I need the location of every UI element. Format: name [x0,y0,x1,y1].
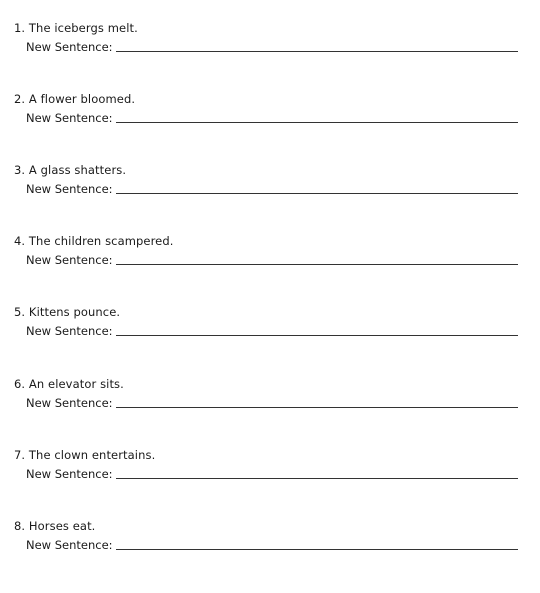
answer-blank-line[interactable] [116,51,518,52]
answer-row [26,182,518,196]
answer-label: New Sentence: [26,253,113,267]
answer-label: New Sentence: [26,40,113,54]
exercise-item-1 [0,21,540,81]
answer-blank-line[interactable] [116,264,518,265]
exercise-prompt: 5. Kittens pounce. [14,305,121,319]
answer-blank-line[interactable] [116,193,518,194]
exercise-prompt: 8. Horses eat. [14,519,96,533]
answer-row [26,40,518,54]
answer-blank-line[interactable] [116,478,518,479]
answer-row [26,467,518,481]
answer-blank-line[interactable] [116,549,518,550]
exercise-prompt: 6. An elevator sits. [14,377,124,391]
exercise-item-3 [0,163,540,223]
exercise-prompt: 4. The children scampered. [14,234,174,248]
answer-row [26,324,518,338]
exercise-prompt: 7. The clown entertains. [14,448,156,462]
answer-blank-line[interactable] [116,407,518,408]
answer-row [26,111,518,125]
answer-label: New Sentence: [26,396,113,410]
exercise-item-5 [0,305,540,365]
answer-label: New Sentence: [26,538,113,552]
exercise-item-7 [0,448,540,508]
answer-label: New Sentence: [26,111,113,125]
exercise-prompt: 3. A glass shatters. [14,163,127,177]
answer-blank-line[interactable] [116,122,518,123]
exercise-item-2 [0,92,540,152]
answer-label: New Sentence: [26,467,113,481]
answer-row [26,253,518,267]
exercise-prompt: 2. A flower bloomed. [14,92,136,106]
answer-row [26,538,518,552]
exercise-item-4 [0,234,540,294]
answer-label: New Sentence: [26,182,113,196]
exercise-item-8 [0,519,540,579]
answer-blank-line[interactable] [116,335,518,336]
answer-label: New Sentence: [26,324,113,338]
exercise-item-6 [0,377,540,437]
exercise-prompt: 1. The icebergs melt. [14,21,138,35]
answer-row [26,396,518,410]
